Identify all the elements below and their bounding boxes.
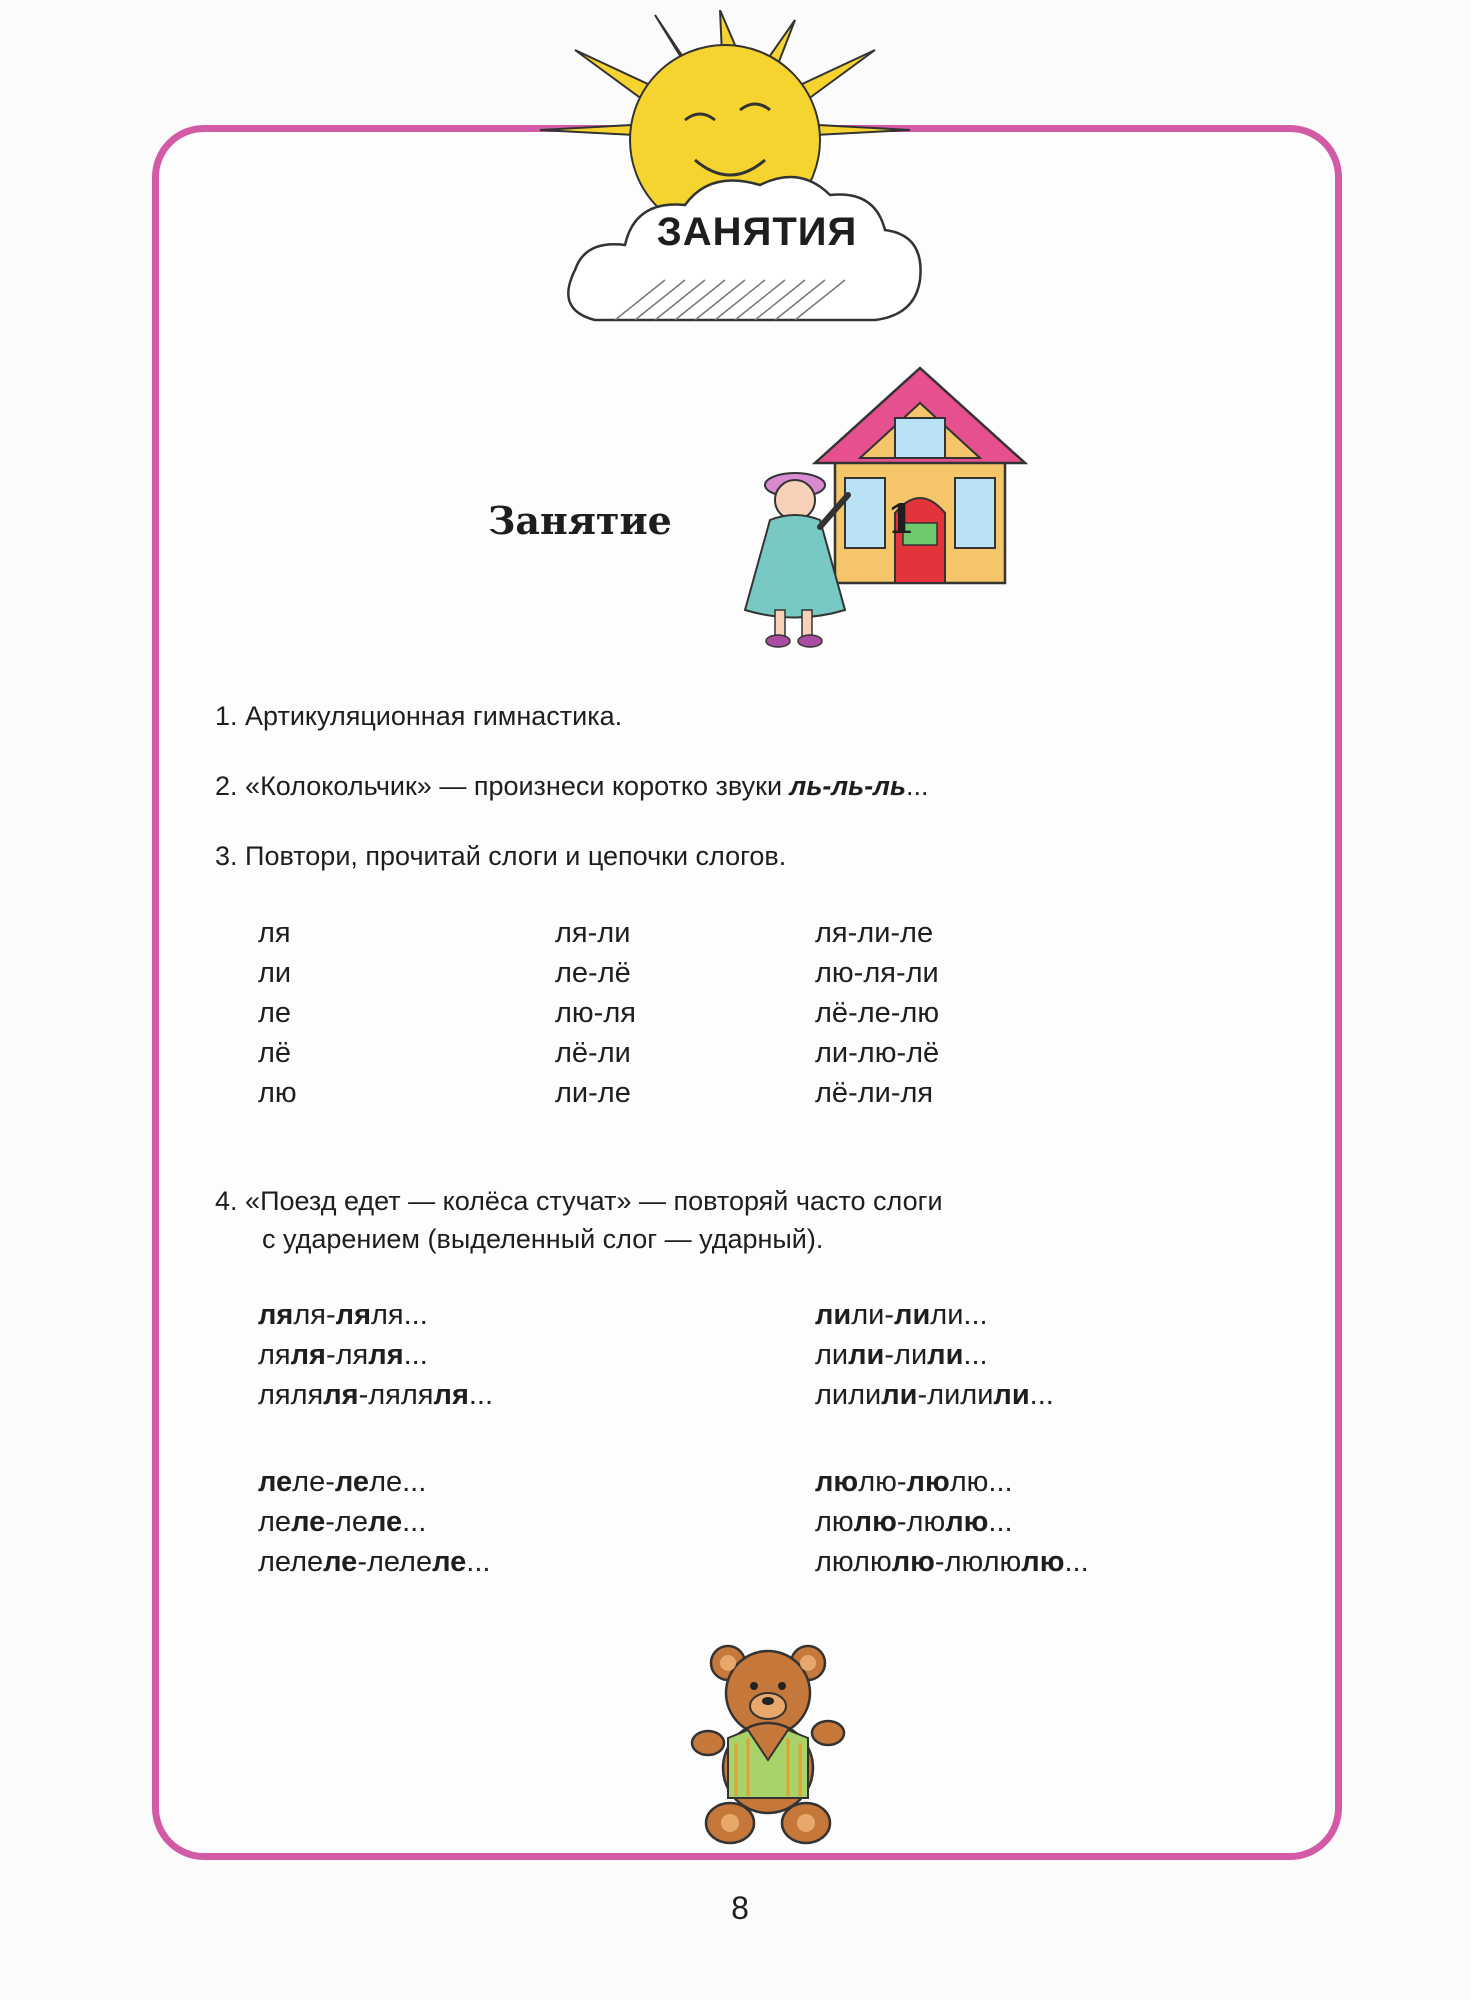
repeat-line: ляля-ляля... [258, 1299, 428, 1331]
task-text: Повтори, прочитай слоги и цепочки слогов. [245, 841, 787, 871]
lesson-number: 1 [887, 496, 915, 543]
repeat-block-le [258, 1462, 490, 1582]
repeat-line: ляля-ляля... [258, 1339, 428, 1371]
syllable-column-2 [555, 913, 636, 1113]
teddy-bear-illustration [688, 1638, 848, 1848]
repeat-line: лили-лили... [815, 1339, 988, 1371]
girl-illustration [740, 455, 855, 650]
page-frame [152, 125, 1342, 1860]
syllable-chain: ли-ле [555, 1077, 631, 1109]
task-number: 4. [215, 1186, 238, 1216]
repeat-block-lyu [815, 1462, 1089, 1582]
syllable-chain: лё-ли-ля [815, 1077, 934, 1109]
task-text: «Колокольчик» — произнеси коротко звуки [245, 771, 790, 801]
syllable-chain: лё-ли [555, 1037, 631, 1069]
syllable-column-1 [258, 913, 297, 1113]
repeat-line: лилили-лилили... [815, 1379, 1054, 1411]
task-3 [215, 835, 786, 877]
repeat-line: леле-леле... [258, 1506, 427, 1538]
syllable-chain: лю-ля-ли [815, 957, 939, 989]
task-4 [215, 1180, 943, 1222]
section-title: ЗАНЯТИЯ [656, 210, 858, 254]
task-emphasis: ль-ль-ль [789, 771, 907, 801]
task-text: Артикуляционная гимнастика. [245, 701, 623, 731]
repeat-line: люлю-люлю... [815, 1466, 1013, 1498]
syllable-chain: лё-ле-лю [815, 997, 940, 1029]
task-2 [215, 765, 929, 807]
task-number: 2. [215, 771, 238, 801]
task-1 [215, 695, 622, 737]
task-tail: ... [906, 771, 929, 801]
syllable-chain: ля-ли-ле [815, 917, 934, 949]
repeat-line: лелеле-лелеле... [258, 1546, 491, 1578]
syllable-chain: ли-лю-лё [815, 1037, 940, 1069]
syllable: лё [258, 1037, 292, 1069]
repeat-line: лили-лили... [815, 1299, 988, 1331]
task-text: «Поезд едет — колёса стучат» — повторяй часто слоги [245, 1186, 943, 1216]
repeat-line: леле-леле... [258, 1466, 427, 1498]
repeat-line: люлюлю-люлюлю... [815, 1546, 1089, 1578]
page-number: 8 [731, 1890, 749, 1926]
syllable: ле [258, 997, 292, 1029]
repeat-block-la [258, 1295, 493, 1415]
task-4-line-2: с ударением (выделенный слог — ударный). [262, 1224, 824, 1254]
syllable-column-3 [815, 913, 939, 1113]
task-number: 1. [215, 701, 238, 731]
syllable: ли [258, 957, 292, 989]
syllable-chain: ля-ли [555, 917, 631, 949]
repeat-line: ляляля-ляляля... [258, 1379, 494, 1411]
repeat-line: люлю-люлю... [815, 1506, 1013, 1538]
cloud-illustration [555, 170, 945, 360]
task-number: 3. [215, 841, 238, 871]
syllable-chain: ле-лё [555, 957, 631, 989]
lesson-title: Занятие [488, 498, 672, 543]
syllable: лю [258, 1077, 297, 1109]
syllable: ля [258, 917, 291, 949]
repeat-block-li [815, 1295, 1054, 1415]
syllable-chain: лю-ля [555, 997, 636, 1029]
